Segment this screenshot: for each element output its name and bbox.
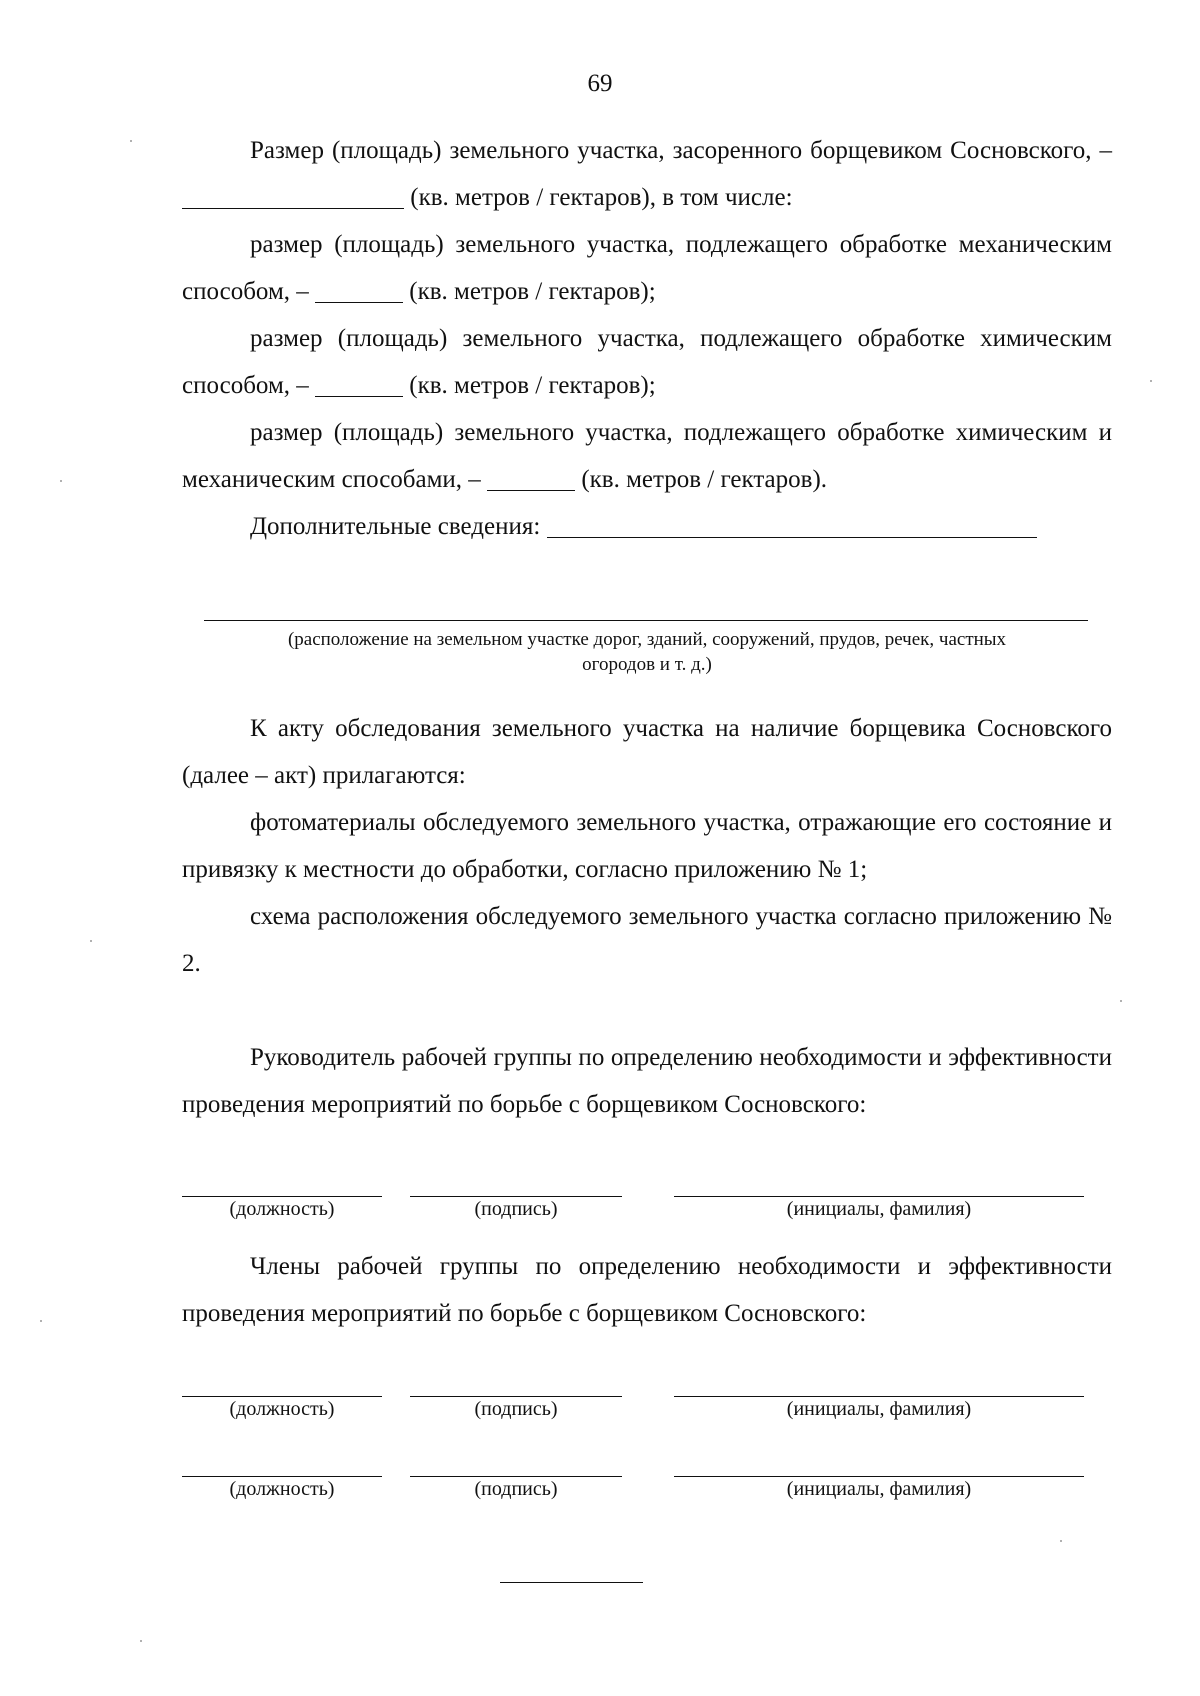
- additional-info-line[interactable]: [204, 620, 1088, 621]
- chemical-area-paragraph: размер (площадь) земельного участка, подлежащего обработке химическим способом, – (кв. метров / гектаров);: [182, 325, 1112, 399]
- member2-signature-caption: (подпись): [474, 1478, 558, 1500]
- total-area-paragraph: Размер (площадь) земельного участка, засоренного борщевиком Сосновского, – (кв. метров / гектаров), в том числе:: [182, 127, 1112, 221]
- leader-signature-caption: (подпись): [474, 1198, 558, 1220]
- scan-speck: [1120, 1000, 1122, 1002]
- mechanical-area-blank[interactable]: [315, 274, 403, 303]
- total-area-blank[interactable]: [182, 180, 404, 209]
- member1-name-line[interactable]: [674, 1396, 1084, 1397]
- scan-speck: [140, 1640, 142, 1642]
- leader-signature-line[interactable]: [410, 1196, 622, 1197]
- scan-speck: [130, 140, 132, 142]
- scan-speck: [1150, 380, 1152, 382]
- scan-speck: [1060, 1540, 1062, 1542]
- scan-speck: [60, 480, 62, 482]
- end-of-page-separator: [500, 1582, 643, 1583]
- member2-position-caption: (должность): [229, 1478, 335, 1500]
- member2-position-line[interactable]: [182, 1476, 382, 1477]
- member2-signature-line[interactable]: [410, 1476, 622, 1477]
- attachments-section: [182, 705, 1112, 987]
- leader-name-caption: (инициалы, фамилия): [786, 1198, 972, 1220]
- additional-info-blank[interactable]: [547, 509, 1037, 538]
- leader-position-caption: (должность): [229, 1198, 335, 1220]
- combined-area-paragraph: размер (площадь) земельного участка, подлежащего обработке химическим и механическим способами, – (кв. метров / гектаров).: [182, 419, 1112, 493]
- leader-name-line[interactable]: [674, 1196, 1084, 1197]
- scan-speck: [40, 1320, 42, 1322]
- chemical-area-blank[interactable]: [315, 368, 403, 397]
- members-section: [182, 1243, 1112, 1337]
- page-number: 69: [587, 70, 613, 97]
- leader-position-line[interactable]: [182, 1196, 382, 1197]
- combined-area-blank[interactable]: [487, 462, 575, 491]
- leader-text: Руководитель рабочей группы по определению необходимости и эффективности проведения мероприятий по борьбе с борщевиком Сосновского:: [182, 1044, 1112, 1118]
- member1-signature-caption: (подпись): [474, 1398, 558, 1420]
- member2-name-caption: (инициалы, фамилия): [786, 1478, 972, 1500]
- area-section: [182, 127, 1112, 550]
- attachment-item-photos: фотоматериалы обследуемого земельного участка, отражающие его состояние и привязку к местности до обработки, согласно приложению № 1;: [182, 809, 1112, 883]
- member1-position-caption: (должность): [229, 1398, 335, 1420]
- member2-name-line[interactable]: [674, 1476, 1084, 1477]
- members-text: Члены рабочей группы по определению необходимости и эффективности проведения мероприятий по борьбе с борщевиком Сосновского:: [182, 1253, 1112, 1327]
- mechanical-area-paragraph: размер (площадь) земельного участка, подлежащего обработке механическим способом, – (кв. метров / гектаров);: [182, 231, 1112, 305]
- member1-name-caption: (инициалы, фамилия): [786, 1398, 972, 1420]
- scan-speck: [90, 940, 92, 942]
- additional-info-paragraph: Дополнительные сведения:: [182, 503, 1112, 550]
- leader-section: [182, 1034, 1112, 1128]
- attachments-intro: К акту обследования земельного участка на наличие борщевика Сосновского (далее – акт) прилагаются:: [182, 715, 1112, 789]
- attachment-item-scheme: схема расположения обследуемого земельного участка согласно приложению № 2.: [182, 903, 1112, 977]
- member1-position-line[interactable]: [182, 1396, 382, 1397]
- member1-signature-line[interactable]: [410, 1396, 622, 1397]
- additional-info-caption: (расположение на земельном участке дорог, зданий, сооружений, прудов, речек, частных огородов и т. д.): [287, 629, 1007, 675]
